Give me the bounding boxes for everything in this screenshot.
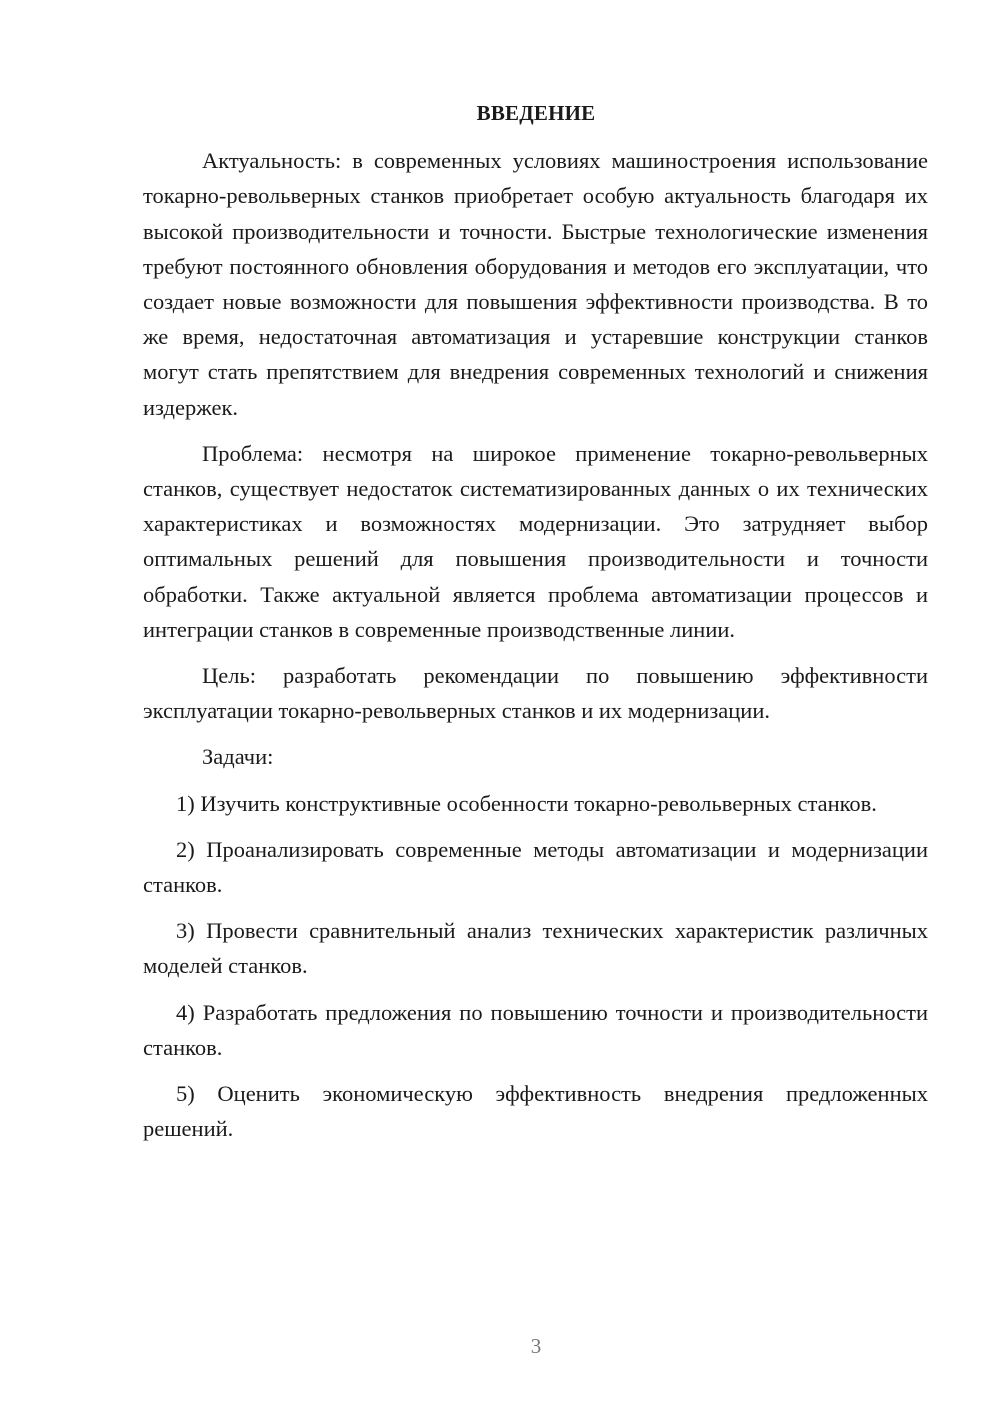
task-list (143, 786, 928, 1147)
task-item-3: 3) Провести сравнительный анализ технических характеристик различных моделей станков. (143, 918, 928, 979)
tasks-heading: Задачи: (202, 744, 274, 770)
section-title: ВВЕДЕНИЕ (476, 101, 596, 125)
task-item-2: 2) Проанализировать современные методы автоматизации и модернизации станков. (143, 836, 928, 898)
task-item-4: 4) Разработать предложения по повышению точности и производительности станков. (143, 999, 928, 1060)
paragraph-problem: Проблема: несмотря на широкое применение токарно-револьверных станков, существует недостаток систематизированных данных о их технических характеристиках и возможностях модернизации. Это затрудняет выбор оптимальных решений для повышения производительности и точности обработки. Также актуальной является проблема автоматизации процессов и интеграции станков в современные производственные линии. (143, 440, 928, 642)
task-item-1: 1) Изучить конструктивные особенности токарно-револьверных станков. (176, 790, 877, 816)
document-page (143, 96, 928, 1157)
paragraph-relevance: Актуальность: в современных условиях машиностроения использование токарно-револьверных станков приобретает особую актуальность благодаря их высокой производительности и точности. Быстрые технологические изменения требуют постоянного обновления оборудования и методов его эксплуатации, что создает новые возможности для повышения эффективности производства. В то же время, недостаточная автоматизация и устаревшие конструкции станков могут стать препятствием для внедрения современных технологий и снижения издержек. (143, 148, 928, 420)
page-number: 3 (530, 1334, 542, 1358)
task-item-5: 5) Оценить экономическую эффективность внедрения предложенных решений. (143, 1081, 928, 1142)
paragraph-goal: Цель: разработать рекомендации по повышению эффективности эксплуатации токарно-револьверных станков и их модернизации. (143, 663, 928, 724)
